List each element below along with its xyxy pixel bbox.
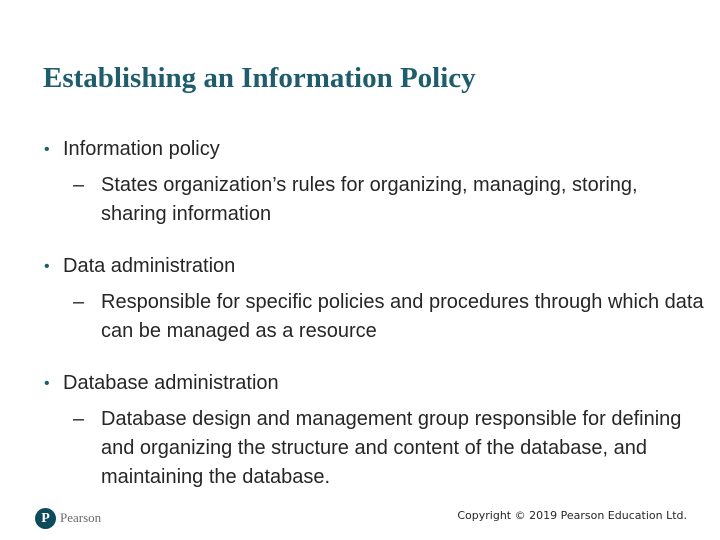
sub-bullet-text: States organization’s rules for organizing, managing, storing, sharing information [101, 174, 638, 225]
sub-bullet-line [44, 288, 704, 346]
dash-icon: – [73, 291, 85, 313]
bullet-text: Information policy [63, 138, 220, 160]
pearson-logo-text: Pearson [60, 510, 102, 525]
bullet-icon: • [44, 258, 50, 275]
bullet-list [44, 137, 704, 517]
dash-icon: – [73, 174, 85, 196]
sub-bullet-text: Database design and management group responsible for defining and organizing the structure and content of the database, and maintaining the database. [101, 408, 682, 488]
sub-bullet-line [44, 405, 704, 492]
sub-bullet-line [44, 171, 704, 229]
copyright-notice: Copyright © 2019 Pearson Education Ltd. [457, 509, 687, 522]
slide-title: Establishing an Information Policy [43, 62, 476, 94]
bullet-icon: • [44, 141, 50, 158]
bullet-item-data-administration [44, 254, 704, 346]
bullet-icon: • [44, 375, 50, 392]
bullet-item-database-administration [44, 371, 704, 492]
pearson-logo [35, 505, 101, 531]
dash-icon: – [73, 408, 85, 430]
bullet-line [44, 137, 704, 162]
bullet-line [44, 254, 704, 279]
bullet-text: Database administration [63, 372, 279, 394]
pearson-logo-icon: P [35, 508, 56, 529]
bullet-text: Data administration [63, 255, 236, 277]
bullet-item-information-policy [44, 137, 704, 229]
sub-bullet-text: Responsible for specific policies and procedures through which data can be managed as a resource [101, 291, 704, 342]
bullet-line [44, 371, 704, 396]
